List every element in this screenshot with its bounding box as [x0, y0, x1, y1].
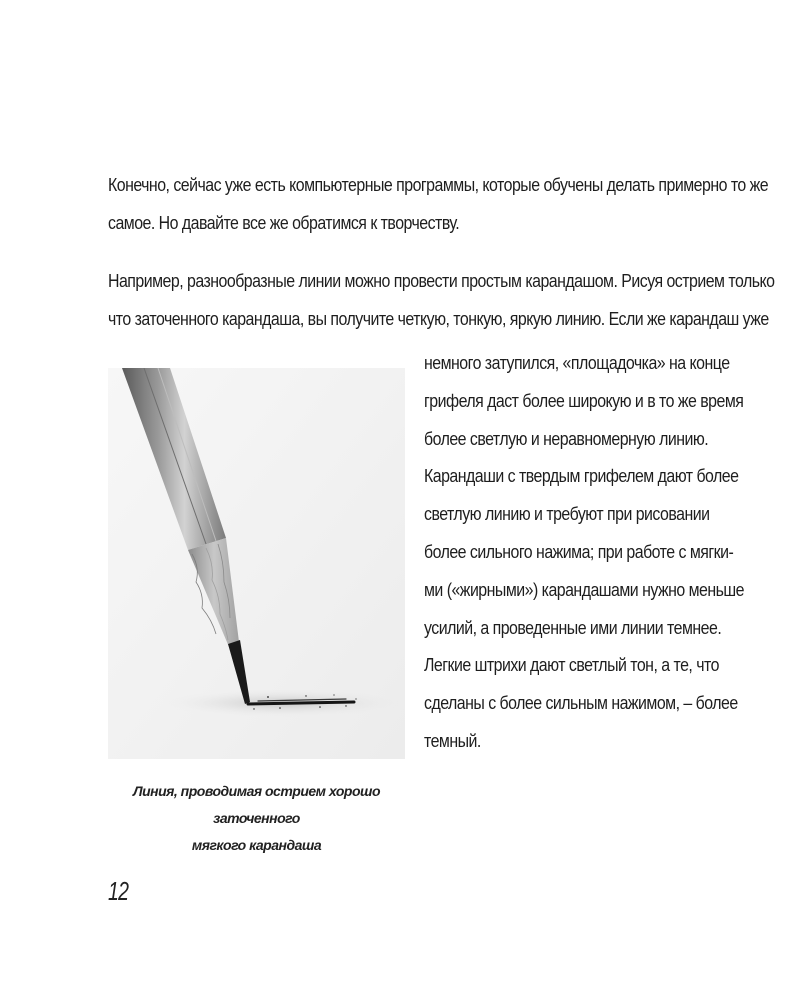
paragraph-intro — [108, 166, 769, 242]
page-number: 12 — [108, 876, 129, 906]
pencil-photo — [108, 368, 405, 759]
text-line: Карандаши с твердым грифелем дают более — [424, 465, 739, 487]
text-line: Легкие штрихи дают светлый тон, а те, что — [424, 654, 719, 676]
text-line: темный. — [424, 729, 481, 751]
text-line: самое. Но давайте все же обратимся к творчеству. — [108, 212, 460, 233]
side-text-column — [424, 344, 744, 760]
text-line: Конечно, сейчас уже есть компьютерные программы, которые обучены делать примерно то же — [108, 174, 769, 195]
figure-caption — [108, 778, 405, 859]
text-line: усилий, а проведенные ими линии темнее. — [424, 616, 722, 638]
text-line: более светлую и неравномерную линию. — [424, 427, 709, 449]
text-line: более сильного нажима; при работе с мягки- — [424, 540, 734, 562]
text-line: грифеля даст более широкую и в то же время — [424, 389, 744, 411]
text-line: светлую линию и требуют при рисовании — [424, 503, 710, 525]
text-line: ми («жирными») карандашами нужно меньше — [424, 578, 744, 600]
caption-line: мягкого карандаша — [191, 837, 322, 853]
caption-line: Линия, проводимая острием хорошо заточенного — [132, 783, 380, 826]
paragraph-example — [108, 262, 775, 338]
text-line: Например, разнообразные линии можно провести простым карандашом. Рисуя острием только — [108, 270, 775, 291]
text-line: что заточенного карандаша, вы получите четкую, тонкую, яркую линию. Если же карандаш уже — [108, 308, 769, 329]
text-line: немного затупился, «площадочка» на конце — [424, 352, 730, 373]
text-line: сделаны с более сильным нажимом, – более — [424, 692, 738, 714]
